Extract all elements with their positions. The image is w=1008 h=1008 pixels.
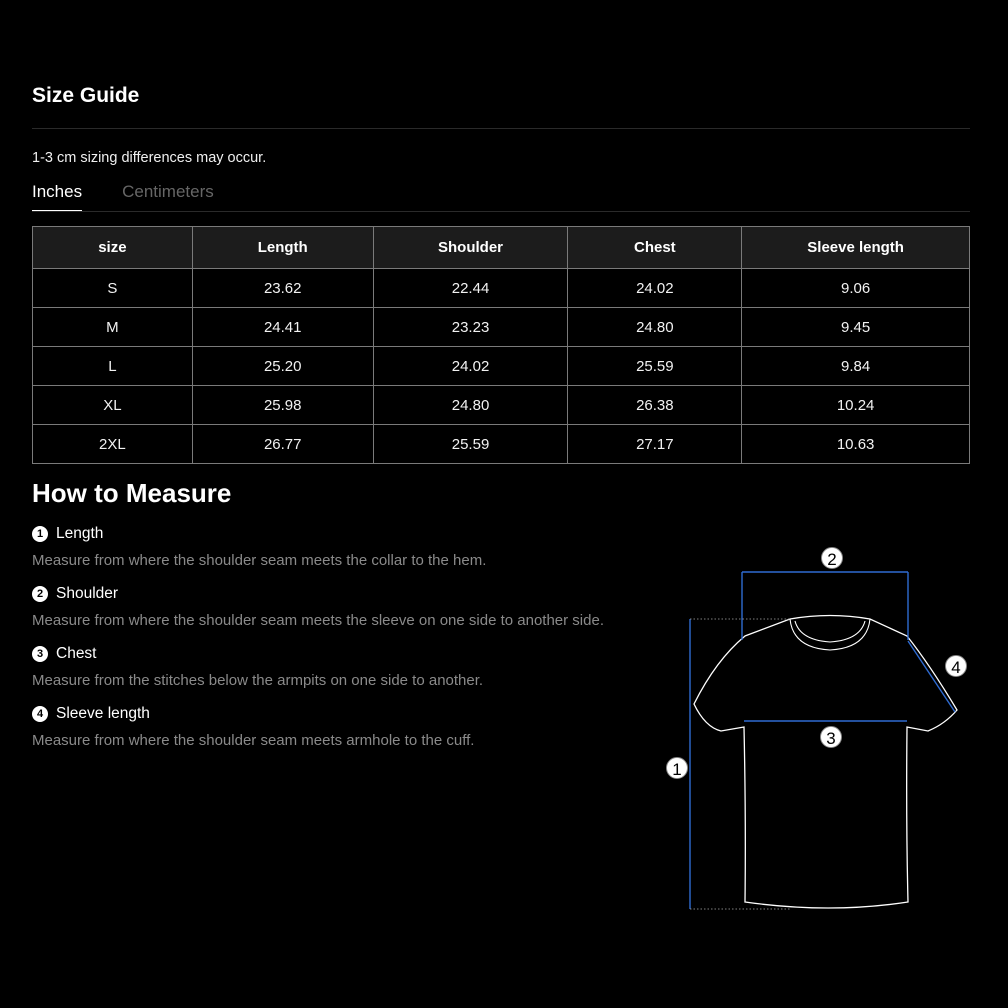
table-cell: 22.44 xyxy=(373,269,568,308)
step-shoulder-title xyxy=(32,582,652,606)
table-cell: L xyxy=(33,347,193,386)
tabs-divider xyxy=(32,211,970,212)
how-to-measure-heading: How to Measure xyxy=(32,478,232,508)
tshirt-measurement-diagram xyxy=(650,530,980,930)
table-cell: 10.24 xyxy=(742,386,970,425)
step-number-icon: 1 xyxy=(32,526,48,542)
table-cell: 24.80 xyxy=(568,308,742,347)
step-label: Shoulder xyxy=(56,585,119,602)
step-sleeve-desc: Measure from where the shoulder seam meets armhole to the cuff. xyxy=(32,732,475,749)
table-cell: 25.59 xyxy=(373,425,568,464)
table-header-row xyxy=(33,227,970,269)
tab-inches[interactable]: Inches xyxy=(32,182,82,212)
table-cell: 24.02 xyxy=(568,269,742,308)
title-divider xyxy=(32,128,970,129)
table-cell: 23.62 xyxy=(192,269,373,308)
table-cell: 10.63 xyxy=(742,425,970,464)
table-cell: 25.59 xyxy=(568,347,742,386)
column-header-sleeve-length: Sleeve length xyxy=(742,227,970,269)
step-label: Chest xyxy=(56,645,97,662)
table-cell: 9.06 xyxy=(742,269,970,308)
measure-steps xyxy=(32,522,652,762)
step-shoulder-desc: Measure from where the shoulder seam meets the sleeve on one side to another side. xyxy=(32,612,604,629)
step-chest-desc: Measure from the stitches below the armpits on one side to another. xyxy=(32,672,484,689)
table-row xyxy=(33,308,970,347)
svg-text:3: 3 xyxy=(826,729,836,748)
step-length-title xyxy=(32,522,652,546)
table-cell: 24.41 xyxy=(192,308,373,347)
table-cell: 26.77 xyxy=(192,425,373,464)
column-header-chest: Chest xyxy=(568,227,742,269)
table-cell: 24.80 xyxy=(373,386,568,425)
table-row xyxy=(33,347,970,386)
table-cell: 24.02 xyxy=(373,347,568,386)
table-cell: S xyxy=(33,269,193,308)
table-cell: XL xyxy=(33,386,193,425)
svg-text:4: 4 xyxy=(951,658,961,677)
step-number-icon: 2 xyxy=(32,586,48,602)
measure-label-2-icon xyxy=(822,548,843,570)
table-row xyxy=(33,425,970,464)
tshirt-collar xyxy=(790,619,870,650)
step-label: Sleeve length xyxy=(56,705,150,722)
table-row xyxy=(33,386,970,425)
svg-text:1: 1 xyxy=(672,760,682,779)
table-cell: 26.38 xyxy=(568,386,742,425)
measure-label-1-icon xyxy=(667,758,688,780)
table-cell: 25.98 xyxy=(192,386,373,425)
step-length-desc: Measure from where the shoulder seam meets the collar to the hem. xyxy=(32,552,487,569)
sizing-note: 1-3 cm sizing differences may occur. xyxy=(32,150,267,166)
table-cell: 2XL xyxy=(33,425,193,464)
table-cell: 25.20 xyxy=(192,347,373,386)
unit-tabs xyxy=(32,182,214,212)
step-chest-title xyxy=(32,642,652,666)
page-title: Size Guide xyxy=(32,84,140,107)
table-cell: 23.23 xyxy=(373,308,568,347)
step-sleeve-title xyxy=(32,702,652,726)
measure-label-4-icon xyxy=(946,656,967,678)
table-cell: 9.84 xyxy=(742,347,970,386)
column-header-shoulder: Shoulder xyxy=(373,227,568,269)
size-table xyxy=(32,226,970,464)
measure-label-3-icon xyxy=(821,727,842,749)
step-number-icon: 4 xyxy=(32,706,48,722)
column-header-size: size xyxy=(33,227,193,269)
step-number-icon: 3 xyxy=(32,646,48,662)
step-label: Length xyxy=(56,525,104,542)
table-row xyxy=(33,269,970,308)
table-cell: M xyxy=(33,308,193,347)
table-cell: 27.17 xyxy=(568,425,742,464)
tab-centimeters[interactable]: Centimeters xyxy=(122,182,214,201)
tshirt-outline xyxy=(694,616,957,909)
column-header-length: Length xyxy=(192,227,373,269)
table-cell: 9.45 xyxy=(742,308,970,347)
svg-text:2: 2 xyxy=(827,550,837,569)
